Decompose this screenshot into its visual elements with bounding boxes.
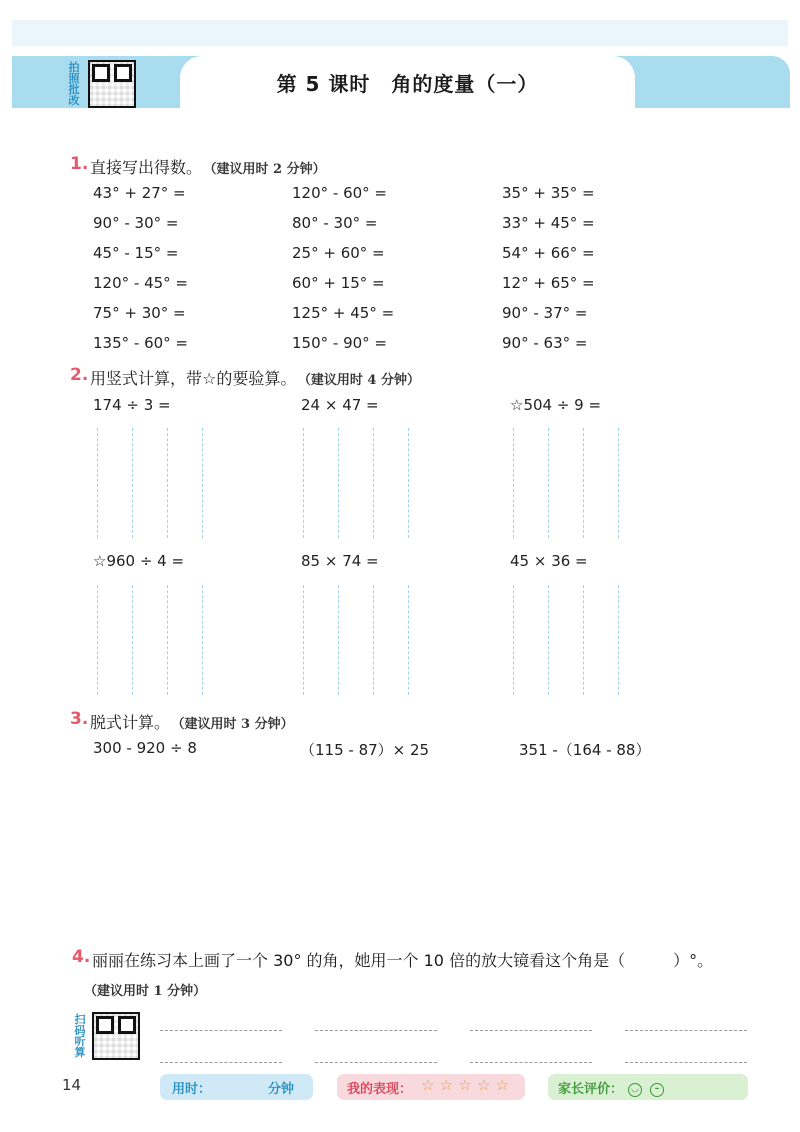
guide-line [408, 428, 409, 538]
answer-line[interactable] [160, 1030, 282, 1031]
time-unit: 分钟 [268, 1082, 295, 1097]
time-label: 用时： [172, 1082, 212, 1097]
vertical-calc-item: ☆960 ÷ 4 = [93, 552, 185, 570]
page-title: 第 5 课时 角的度量（一） [276, 72, 539, 96]
vertical-guide-group[interactable] [513, 585, 623, 695]
vertical-guide-group[interactable] [513, 428, 623, 538]
vertical-calc-item: 85 × 74 = [301, 552, 379, 570]
vertical-calc-item: 24 × 47 = [301, 396, 379, 414]
vertical-guide-group[interactable] [303, 585, 413, 695]
mental-calc-item: 125° + 45° = [292, 304, 395, 322]
parent-review-box[interactable]: 家长评价： ◡ – [548, 1074, 748, 1100]
question-2-text [90, 366, 420, 389]
mental-calc-item: 12° + 65° = [502, 274, 595, 292]
guide-line [583, 428, 584, 538]
guide-line [97, 585, 98, 695]
question-2-prompt: 用竖式计算，带☆的要验算。 [90, 369, 297, 388]
guide-line [338, 428, 339, 538]
answer-line[interactable] [160, 1062, 282, 1063]
answer-line[interactable] [625, 1062, 747, 1063]
vertical-calc-item: 45 × 36 = [510, 552, 588, 570]
guide-line [548, 428, 549, 538]
answer-line[interactable] [315, 1062, 437, 1063]
scan-listen-label: 扫 码 听 算 [74, 1013, 86, 1059]
answer-line[interactable] [625, 1030, 747, 1031]
time-spent-box[interactable] [160, 1074, 313, 1100]
guide-line [97, 428, 98, 538]
mental-calc-item: 35° + 35° = [502, 184, 595, 202]
guide-line [583, 585, 584, 695]
guide-line [167, 428, 168, 538]
mental-calc-item: 54° + 66° = [502, 244, 595, 262]
guide-line [548, 585, 549, 695]
mental-calc-item: 90° - 37° = [502, 304, 588, 322]
question-1-prompt: 直接写出得数。 [90, 158, 203, 177]
mental-calc-item: 135° - 60° = [93, 334, 189, 352]
vertical-calc-item: 174 ÷ 3 = [93, 396, 171, 414]
mental-calc-item: 90° - 63° = [502, 334, 588, 352]
guide-line [618, 585, 619, 695]
guide-line [513, 428, 514, 538]
guide-line [132, 428, 133, 538]
mental-calc-item: 150° - 90° = [292, 334, 388, 352]
question-1-number: 1. [70, 154, 89, 174]
question-2-hint: （建议用时 4 分钟） [304, 373, 420, 388]
guide-line [618, 428, 619, 538]
guide-line [408, 585, 409, 695]
parent-label: 家长评价： [558, 1082, 624, 1097]
guide-line [132, 585, 133, 695]
top-band [12, 20, 788, 46]
photo-grading-label: 拍 照 批 改 [68, 61, 80, 107]
guide-line [167, 585, 168, 695]
step-calc-item: （115 - 87）× 25 [300, 741, 430, 759]
guide-line [303, 585, 304, 695]
mental-calc-item: 90° - 30° = [93, 214, 179, 232]
answer-line[interactable] [470, 1062, 592, 1063]
question-4-hint-text: （建议用时 1 分钟） [84, 984, 207, 999]
mental-calc-item: 75° + 30° = [93, 304, 186, 322]
performance-label: 我的表现： [347, 1082, 413, 1097]
question-2-number: 2. [70, 365, 89, 385]
guide-line [338, 585, 339, 695]
vertical-guide-group[interactable] [97, 585, 207, 695]
vertical-guide-group[interactable] [97, 428, 207, 538]
guide-line [202, 428, 203, 538]
question-3-number: 3. [70, 709, 89, 729]
performance-box[interactable] [337, 1074, 525, 1100]
mental-calc-item: 120° - 60° = [292, 184, 388, 202]
question-4-number: 4. [72, 947, 91, 967]
guide-line [373, 428, 374, 538]
question-3-hint: （建议用时 3 分钟） [178, 717, 294, 732]
vertical-calc-item: ☆504 ÷ 9 = [510, 396, 602, 414]
question-1-hint: （建议用时 2 分钟） [210, 162, 326, 177]
mental-calc-item: 60° + 15° = [292, 274, 385, 292]
guide-line [513, 585, 514, 695]
qr-code-icon[interactable] [92, 1012, 140, 1060]
question-1-text [90, 155, 326, 178]
mental-calc-item: 33° + 45° = [502, 214, 595, 232]
rating-stars-icon[interactable]: ☆ ☆ ☆ ☆ ☆ [421, 1076, 510, 1094]
question-3-prompt: 脱式计算。 [90, 713, 171, 732]
guide-line [373, 585, 374, 695]
step-calc-item: 351 -（164 - 88） [519, 741, 651, 759]
mental-calc-item: 45° - 15° = [93, 244, 179, 262]
mental-calc-item: 120° - 45° = [93, 274, 189, 292]
question-3-text [90, 710, 294, 733]
page-number: 14 [62, 1076, 82, 1094]
answer-line[interactable] [470, 1030, 592, 1031]
guide-line [202, 585, 203, 695]
guide-line [303, 428, 304, 538]
step-calc-item: 300 - 920 ÷ 8 [93, 739, 197, 757]
question-4-hint [84, 980, 206, 999]
mental-calc-item: 25° + 60° = [292, 244, 385, 262]
question-4-prompt: 丽丽在练习本上画了一个 30° 的角，她用一个 10 倍的放大镜看这个角是（ ）°。 [92, 951, 714, 970]
answer-line[interactable] [315, 1030, 437, 1031]
vertical-guide-group[interactable] [303, 428, 413, 538]
qr-code-icon[interactable] [88, 60, 136, 108]
mental-calc-item: 80° - 30° = [292, 214, 378, 232]
mental-calc-item: 43° + 27° = [93, 184, 186, 202]
